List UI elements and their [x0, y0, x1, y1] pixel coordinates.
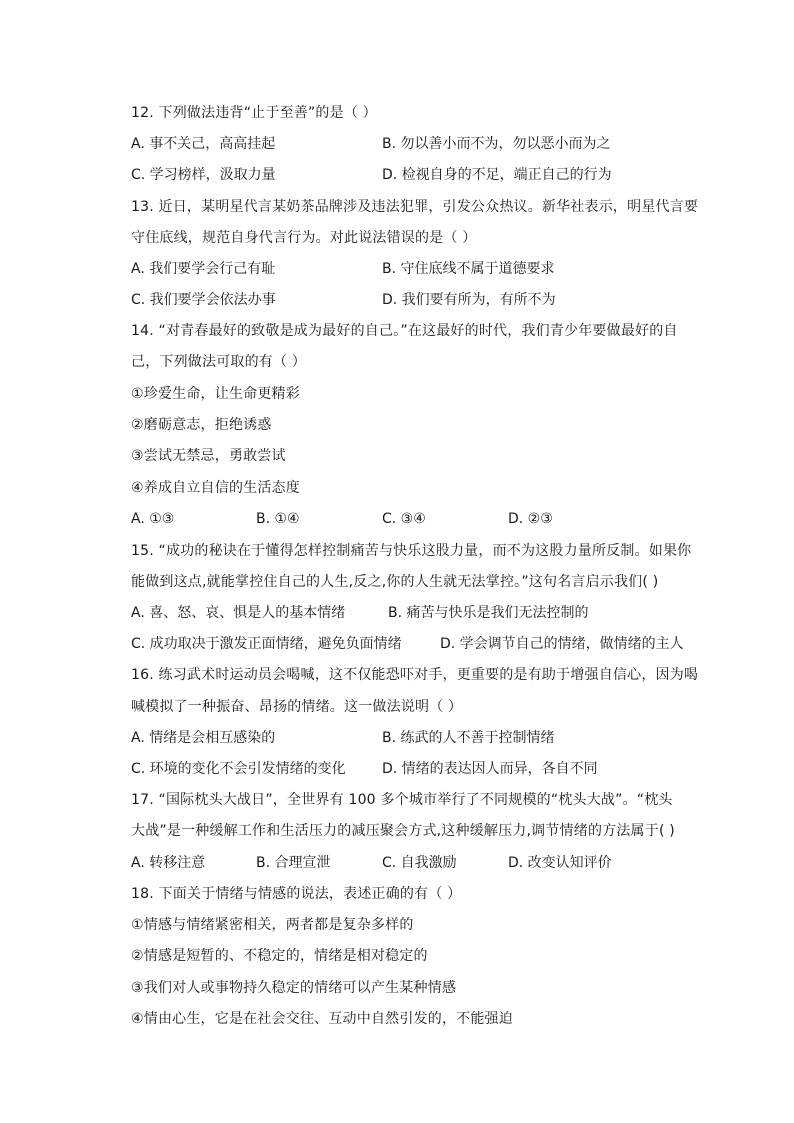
option-a: A. 喜、怒、哀、惧是人的基本情绪	[131, 605, 346, 621]
option-a: A. 事不关己，高高挂起	[131, 136, 276, 152]
question-15-stem-line-2: 能做到这点,就能掌控住自己的人生,反之,你的人生就无法掌控。”这句名言启示我们( )	[131, 574, 659, 590]
option-d: D. 检视自身的不足，端正自己的行为	[382, 167, 612, 183]
statement-1: ①情感与情绪紧密相关，两者都是复杂多样的	[131, 917, 414, 933]
question-16-stem-line-2: 喊模拟了一种振奋、昂扬的情绪。这一做法说明（ ）	[131, 699, 463, 715]
question-18-stem: 18. 下面关于情绪与情感的说法，表述正确的有（ ）	[131, 886, 462, 902]
option-a: A. 我们要学会行己有耻	[131, 261, 276, 277]
option-b: B. 痛苦与快乐是我们无法控制的	[388, 605, 589, 621]
option-b: B. ①④	[256, 511, 300, 527]
option-a: A. 转移注意	[131, 855, 206, 871]
question-17-stem-line-1: 17. “国际枕头大战日”，全世界有 100 多个城市举行了不同规模的“枕头大战”。“枕头	[131, 792, 673, 808]
option-c: C. 自我激励	[382, 855, 457, 871]
question-17-stem-line-2: 大战”是一种缓解工作和生活压力的减压聚会方式,这种缓解压力,调节情绪的方法属于( )	[131, 823, 675, 839]
question-14-stem-line-1: 14. “对青春最好的致敬是成为最好的自己。”在这最好的时代，我们青少年要做最好的自	[131, 323, 678, 339]
option-b: B. 合理宣泄	[256, 855, 331, 871]
statement-2: ②情感是短暂的、不稳定的，情绪是相对稳定的	[131, 948, 428, 964]
option-b: B. 守住底线不属于道德要求	[382, 261, 555, 277]
statement-4: ④养成自立自信的生活态度	[131, 480, 300, 496]
question-15-stem-line-1: 15. “成功的秘诀在于懂得怎样控制痛苦与快乐这股力量，而不为这股力量所反制。如果你	[131, 543, 692, 559]
statement-3: ③我们对人或事物持久稳定的情绪可以产生某种情感	[131, 980, 457, 996]
statement-2: ②磨砺意志，拒绝诱惑	[131, 417, 272, 433]
question-14-stem-line-2: 己，下列做法可取的有（ ）	[131, 354, 307, 370]
option-c: C. 我们要学会依法办事	[131, 292, 276, 308]
option-d: D. 我们要有所为，有所不为	[382, 292, 556, 308]
option-b: B. 练武的人不善于控制情绪	[382, 730, 555, 746]
statement-1: ①珍爱生命，让生命更精彩	[131, 386, 300, 402]
option-d: D. 情绪的表达因人而异，各自不同	[382, 761, 598, 777]
statement-4: ④情由心生，它是在社会交往、互动中自然引发的，不能强迫	[131, 1011, 513, 1027]
option-d: D. ②③	[508, 511, 553, 527]
question-16-stem-line-1: 16. 练习武术时运动员会喝喊，这不仅能恐吓对手，更重要的是有助于增强自信心，因为喝	[131, 667, 699, 683]
option-a: A. 情绪是会相互感染的	[131, 730, 276, 746]
question-13-stem-line-2: 守住底线，规范自身代言行为。对此说法错误的是（ ）	[131, 230, 477, 246]
option-d: D. 改变认知评价	[508, 855, 612, 871]
statement-3: ③尝试无禁忌，勇敢尝试	[131, 448, 286, 464]
option-c: C. 环境的变化不会引发情绪的变化	[131, 761, 346, 777]
option-c: C. 成功取决于激发正面情绪，避免负面情绪	[131, 636, 402, 652]
option-c: C. 学习榜样，汲取力量	[131, 167, 276, 183]
question-12-stem: 12. 下列做法违背“止于至善”的是（ ）	[131, 105, 377, 121]
question-13-stem-line-1: 13. 近日，某明星代言某奶茶品牌涉及违法犯罪，引发公众热议。新华社表示，明星代言要	[131, 199, 699, 215]
option-a: A. ①③	[131, 511, 175, 527]
option-b: B. 勿以善小而不为，勿以恶小而为之	[382, 136, 611, 152]
option-d: D. 学会调节自己的情绪，做情绪的主人	[440, 636, 684, 652]
option-c: C. ③④	[382, 511, 426, 527]
